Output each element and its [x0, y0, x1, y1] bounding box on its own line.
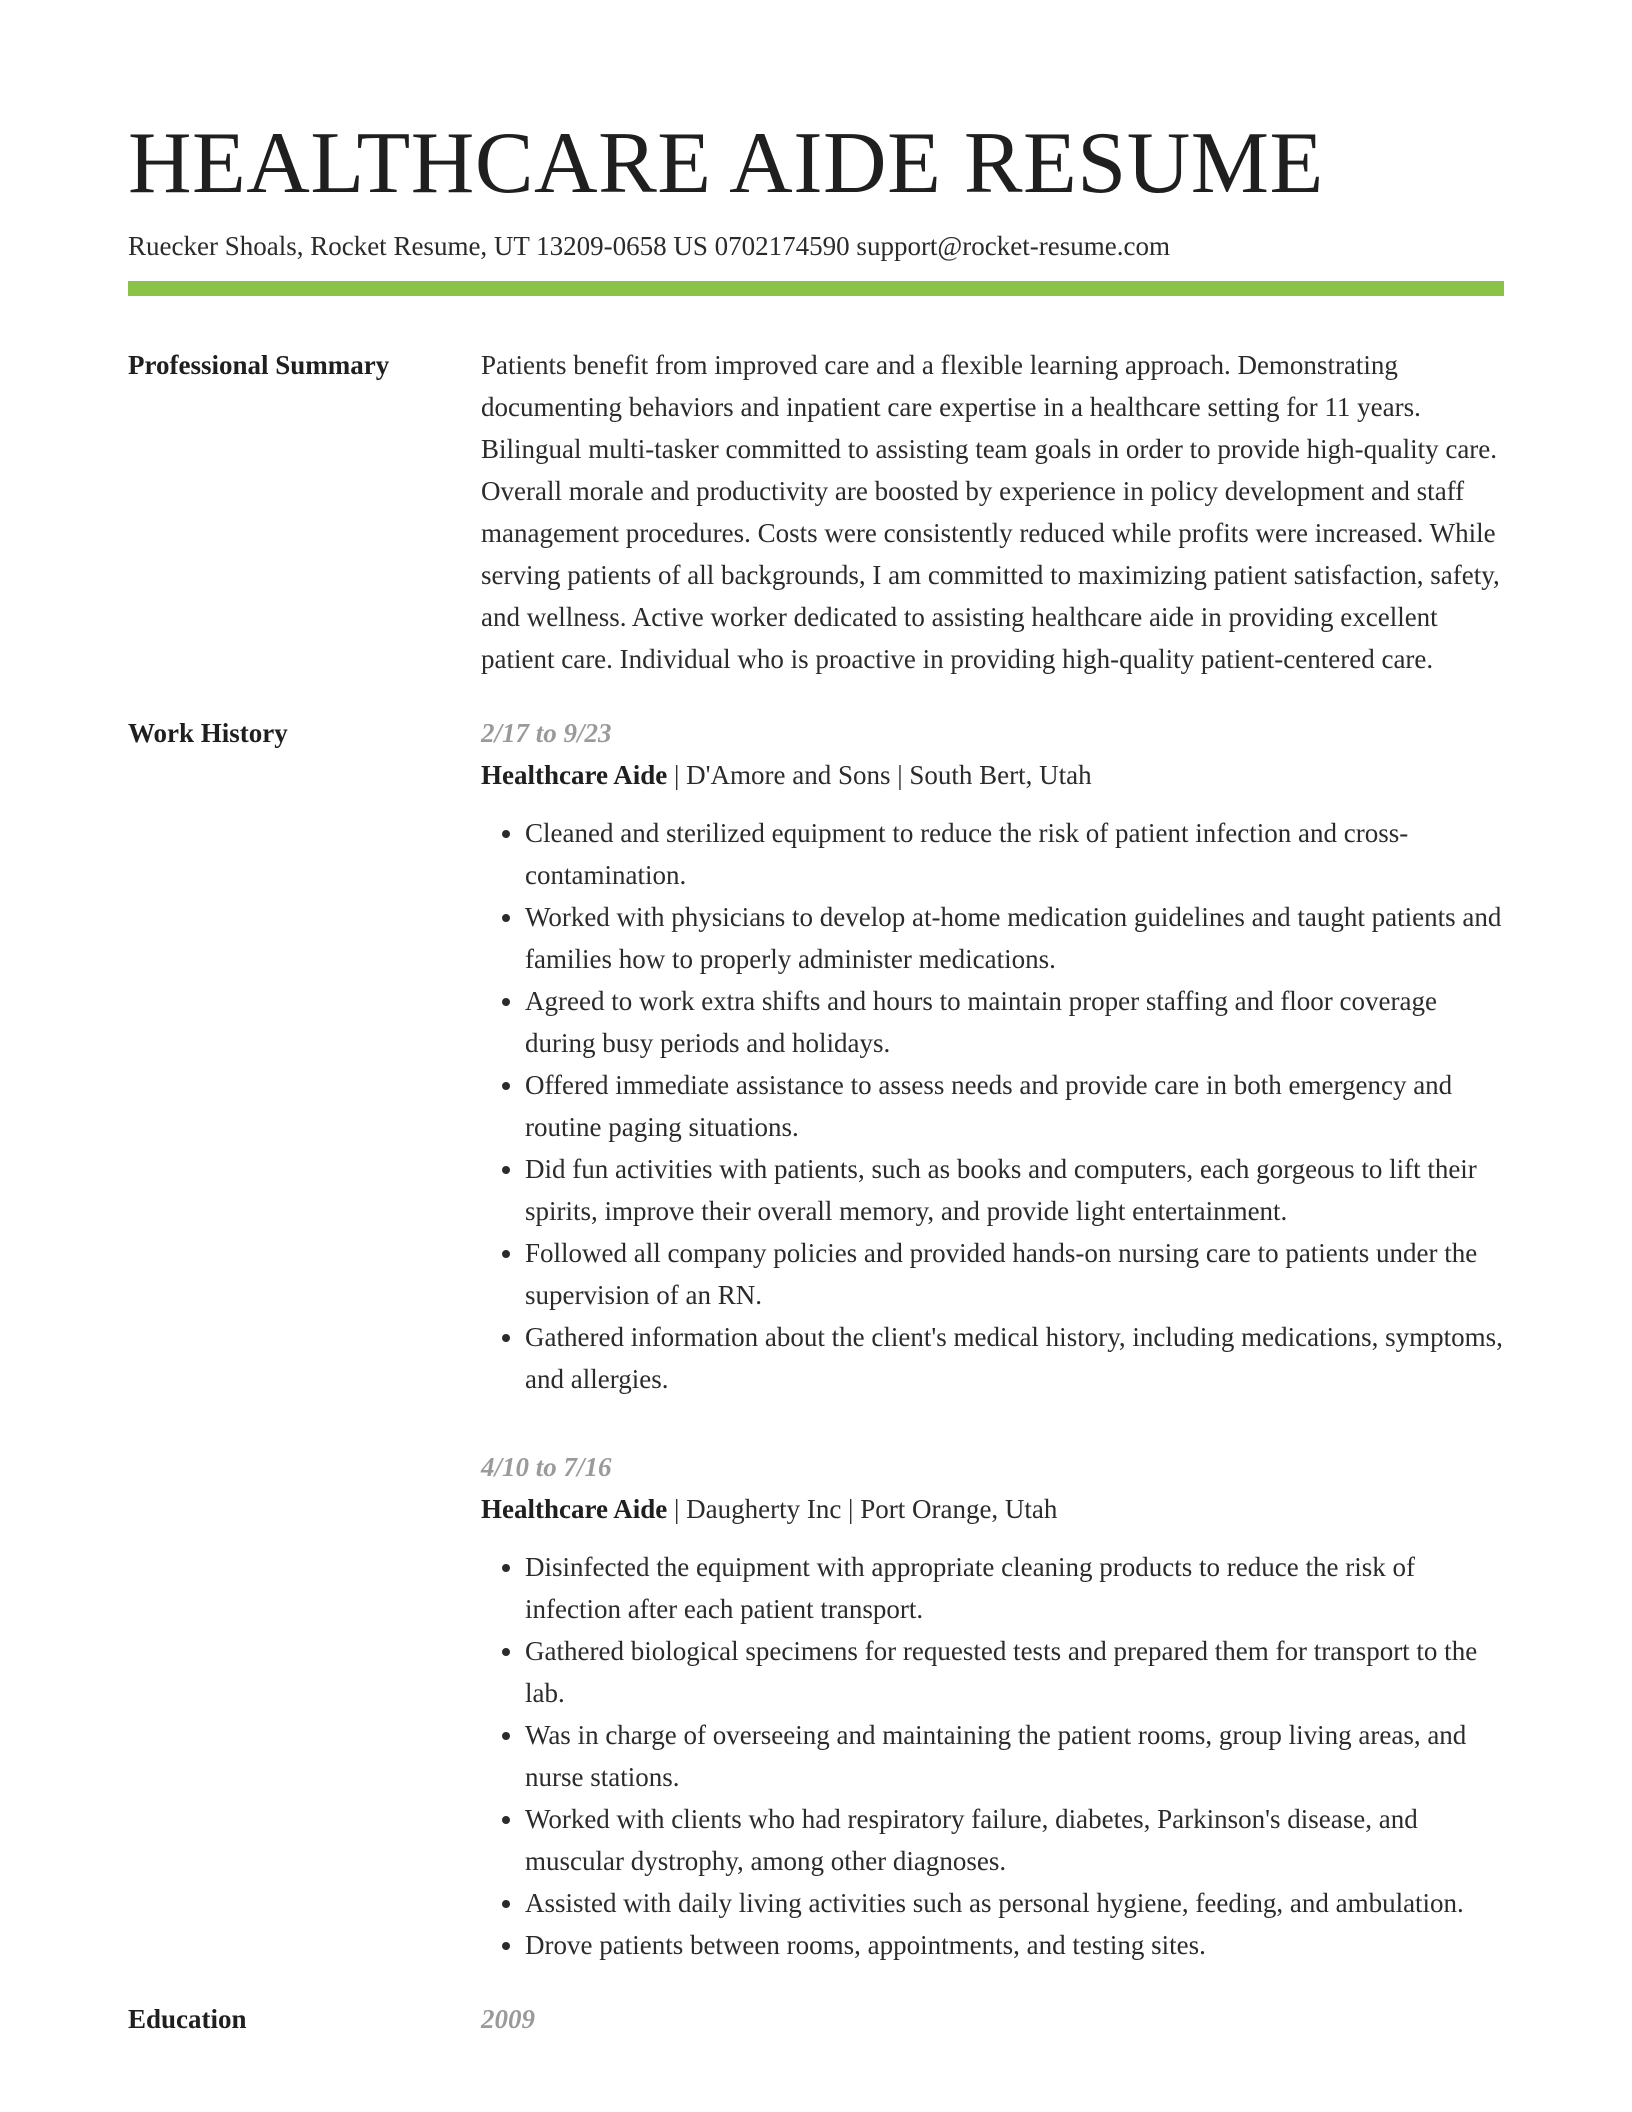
job-dates: 2/17 to 9/23: [481, 718, 612, 749]
work-history-section: [128, 712, 1504, 1966]
job-bullet: • Gathered information about the client's medical history, including medications, symptoms, and allergies.: [525, 1316, 1504, 1400]
contact-line: Ruecker Shoals, Rocket Resume, UT 13209-0658 US 0702174590 support@rocket-resume.com: [128, 231, 1170, 261]
job-bullet-list: [481, 812, 1504, 1400]
summary-section: [128, 344, 1504, 680]
job-bullet: • Followed all company policies and provided hands-on nursing care to patients under the supervision of an RN.: [525, 1232, 1504, 1316]
accent-divider: [128, 281, 1504, 296]
section-label-education: Education: [128, 2004, 247, 2035]
job-details: | D'Amore and Sons | South Bert, Utah: [667, 760, 1092, 791]
job-bullet: • Cleaned and sterilized equipment to reduce the risk of patient infection and cross-contamination.: [525, 812, 1504, 896]
job-dates: 4/10 to 7/16: [481, 1452, 612, 1483]
job-bullet: • Agreed to work extra shifts and hours to maintain proper staffing and floor coverage during busy periods and holidays.: [525, 980, 1504, 1064]
job-bullet: • Was in charge of overseeing and maintaining the patient rooms, group living areas, and nurse stations.: [525, 1714, 1504, 1798]
job-bullet-list: [481, 1546, 1504, 1966]
resume-title: HEALTHCARE AIDE RESUME: [128, 115, 1324, 212]
education-section: [128, 1998, 1504, 2040]
work-history-body: [481, 712, 1504, 1966]
job-entry: [481, 1446, 1504, 1966]
job-bullet: • Offered immediate assistance to assess needs and provide care in both emergency and routine paging situations.: [525, 1064, 1504, 1148]
job-bullet: • Assisted with daily living activities such as personal hygiene, feeding, and ambulation.: [525, 1882, 1504, 1924]
job-bullet: • Drove patients between rooms, appointments, and testing sites.: [525, 1924, 1504, 1966]
job-heading: [481, 754, 1504, 796]
job-heading: [481, 1488, 1504, 1530]
section-label-summary: Professional Summary: [128, 350, 390, 381]
education-body: [481, 1998, 1504, 2040]
job-bullet: • Worked with clients who had respiratory failure, diabetes, Parkinson's disease, and muscular dystrophy, among other diagnoses.: [525, 1798, 1504, 1882]
job-bullet: • Disinfected the equipment with appropriate cleaning products to reduce the risk of infection after each patient transport.: [525, 1546, 1504, 1630]
job-bullet: • Worked with physicians to develop at-home medication guidelines and taught patients and families how to properly administer medications.: [525, 896, 1504, 980]
job-title: Healthcare Aide: [481, 1494, 668, 1525]
education-dates: 2009: [481, 2004, 535, 2035]
job-details: | Daugherty Inc | Port Orange, Utah: [667, 1494, 1058, 1525]
summary-text: Patients benefit from improved care and a flexible learning approach. Demonstrating documenting behaviors and inpatient care expertise in a healthcare setting for 11 years. Bilingual multi-tasker committed to assisting team goals in order to provide high-quality care. Overall morale and productivity are boosted by experience in policy development and staff management procedures. Costs were consistently reduced while profits were increased. While serving patients of all backgrounds, I am committed to maximizing patient satisfaction, safety, and wellness. Active worker dedicated to assisting healthcare aide in providing excellent patient care. Individual who is proactive in providing high-quality patient-centered care.: [481, 350, 1500, 675]
section-label-work-history: Work History: [128, 718, 288, 749]
job-entry: [481, 712, 1504, 1400]
job-bullet: • Gathered biological specimens for requested tests and prepared them for transport to the lab.: [525, 1630, 1504, 1714]
job-title: Healthcare Aide: [481, 760, 668, 791]
job-bullet: • Did fun activities with patients, such as books and computers, each gorgeous to lift their spirits, improve their overall memory, and provide light entertainment.: [525, 1148, 1504, 1232]
